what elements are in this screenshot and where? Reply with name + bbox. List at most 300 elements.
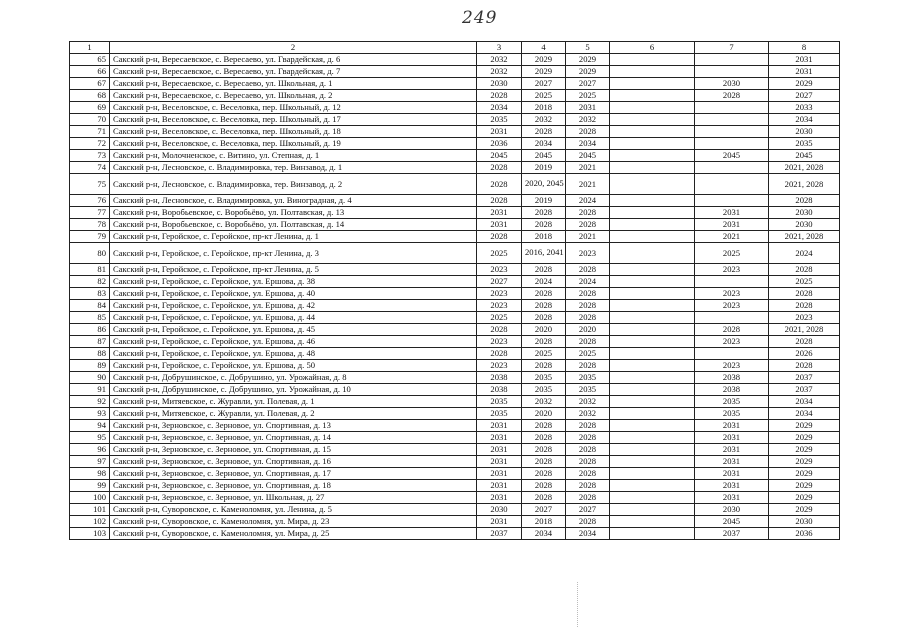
col-8-value: 2021, 2028 [769,231,840,243]
row-number: 76 [70,195,110,207]
col-3-value: 2023 [477,336,522,348]
row-number: 88 [70,348,110,360]
col-3-value: 2031 [477,468,522,480]
col-8-value: 2029 [769,78,840,90]
col-7-value: 2038 [695,384,769,396]
col-8-value: 2045 [769,150,840,162]
col-6-value [610,480,695,492]
col-4-value: 2028 [522,444,566,456]
col-4-value: 2027 [522,78,566,90]
col-5-value: 2045 [566,150,610,162]
col-8-value: 2028 [769,264,840,276]
col-3-value: 2028 [477,90,522,102]
col-5-value: 2025 [566,348,610,360]
col-6-value [610,195,695,207]
address: Сакский р-н, Геройское, с. Геройское, ул. Ершова, д. 46 [110,336,477,348]
table-row [70,348,840,360]
col-6-value [610,90,695,102]
col-4-value: 2025 [522,90,566,102]
col-7-value: 2030 [695,504,769,516]
col-3-value: 2032 [477,54,522,66]
col-6-value [610,150,695,162]
col-8-value: 2029 [769,444,840,456]
col-5-value: 2028 [566,219,610,231]
table-row [70,468,840,480]
col-7-value [695,66,769,78]
col-5-value: 2028 [566,420,610,432]
table-row [70,243,840,264]
col-7-value [695,102,769,114]
col-5-value: 2021 [566,231,610,243]
col-3-value: 2038 [477,372,522,384]
col-3-value: 2030 [477,504,522,516]
col-3-value: 2023 [477,264,522,276]
address: Сакский р-н, Суворовское, с. Каменоломня, ул. Мира, д. 23 [110,516,477,528]
table-row [70,174,840,195]
col-8-value: 2036 [769,528,840,540]
row-number: 82 [70,276,110,288]
col-4-value: 2028 [522,336,566,348]
table-row [70,78,840,90]
col-6-value [610,384,695,396]
col-4-value: 2032 [522,396,566,408]
col-3-value: 2031 [477,126,522,138]
col-3-value: 2035 [477,396,522,408]
col-6-value [610,348,695,360]
col-8-value: 2021, 2028 [769,324,840,336]
col-7-value: 2030 [695,78,769,90]
col-8-value: 2026 [769,348,840,360]
page-number: 249 [462,8,498,28]
column-header: 4 [522,42,566,54]
col-4-value: 2028 [522,126,566,138]
col-3-value: 2023 [477,300,522,312]
col-3-value: 2035 [477,114,522,126]
col-3-value: 2031 [477,516,522,528]
row-number: 79 [70,231,110,243]
col-4-value: 2034 [522,138,566,150]
address: Сакский р-н, Веселовское, с. Веселовка, пер. Школьный, д. 18 [110,126,477,138]
table-row [70,456,840,468]
row-number: 71 [70,126,110,138]
col-4-value: 2028 [522,468,566,480]
table-row [70,288,840,300]
col-6-value [610,468,695,480]
address: Сакский р-н, Воробьевское, с. Воробьёво, ул. Полтавская, д. 14 [110,219,477,231]
col-4-value: 2028 [522,480,566,492]
col-3-value: 2035 [477,408,522,420]
row-number: 96 [70,444,110,456]
col-8-value: 2030 [769,126,840,138]
col-3-value: 2031 [477,207,522,219]
col-8-value: 2029 [769,420,840,432]
column-header: 5 [566,42,610,54]
table-row [70,114,840,126]
col-8-value: 2023 [769,312,840,324]
row-number: 103 [70,528,110,540]
col-4-value: 2019 [522,195,566,207]
col-4-value: 2016, 2041 [522,243,566,264]
col-3-value: 2028 [477,195,522,207]
table-row [70,219,840,231]
address: Сакский р-н, Вересаевское, с. Вересаево, ул. Гвардейская, д. 6 [110,54,477,66]
row-number: 73 [70,150,110,162]
table-row [70,312,840,324]
col-6-value [610,492,695,504]
col-3-value: 2038 [477,384,522,396]
col-5-value: 2028 [566,336,610,348]
address: Сакский р-н, Геройское, с. Геройское, ул. Ершова, д. 42 [110,300,477,312]
col-3-value: 2025 [477,312,522,324]
row-number: 81 [70,264,110,276]
col-6-value [610,432,695,444]
row-number: 77 [70,207,110,219]
address: Сакский р-н, Веселовское, с. Веселовка, пер. Школьный, д. 19 [110,138,477,150]
col-3-value: 2031 [477,219,522,231]
col-7-value [695,126,769,138]
col-5-value: 2024 [566,195,610,207]
col-7-value: 2035 [695,396,769,408]
table-row [70,372,840,384]
col-8-value: 2025 [769,276,840,288]
row-number: 67 [70,78,110,90]
col-6-value [610,276,695,288]
col-4-value: 2035 [522,372,566,384]
col-6-value [610,300,695,312]
col-6-value [610,231,695,243]
col-4-value: 2028 [522,456,566,468]
row-number: 69 [70,102,110,114]
address: Сакский р-н, Геройское, с. Геройское, ул. Ершова, д. 38 [110,276,477,288]
col-4-value: 2018 [522,231,566,243]
col-6-value [610,219,695,231]
row-number: 72 [70,138,110,150]
col-7-value: 2035 [695,408,769,420]
column-header: 2 [110,42,477,54]
col-6-value [610,243,695,264]
col-8-value: 2034 [769,114,840,126]
col-3-value: 2028 [477,174,522,195]
col-3-value: 2028 [477,162,522,174]
col-8-value: 2021, 2028 [769,162,840,174]
col-4-value: 2028 [522,432,566,444]
row-number: 101 [70,504,110,516]
column-header: 7 [695,42,769,54]
col-6-value [610,504,695,516]
col-4-value: 2027 [522,504,566,516]
col-5-value: 2027 [566,504,610,516]
col-3-value: 2031 [477,480,522,492]
col-6-value [610,456,695,468]
col-7-value: 2021 [695,231,769,243]
row-number: 94 [70,420,110,432]
col-6-value [610,336,695,348]
address: Сакский р-н, Суворовское, с. Каменоломня, ул. Ленина, д. 5 [110,504,477,516]
col-7-value: 2028 [695,90,769,102]
row-number: 65 [70,54,110,66]
address: Сакский р-н, Зерновское, с. Зерновое, ул. Спортивная, д. 16 [110,456,477,468]
row-number: 98 [70,468,110,480]
column-header: 6 [610,42,695,54]
col-7-value [695,195,769,207]
table-row [70,324,840,336]
table-row [70,54,840,66]
col-4-value: 2028 [522,420,566,432]
col-3-value: 2023 [477,360,522,372]
col-8-value: 2037 [769,372,840,384]
col-4-value: 2028 [522,207,566,219]
col-5-value: 2029 [566,54,610,66]
address: Сакский р-н, Лесновское, с. Владимировка, ул. Виноградная, д. 4 [110,195,477,207]
col-7-value: 2031 [695,468,769,480]
table-row [70,207,840,219]
table-row [70,516,840,528]
col-6-value [610,528,695,540]
col-8-value: 2031 [769,66,840,78]
col-4-value: 2028 [522,264,566,276]
row-number: 80 [70,243,110,264]
col-3-value: 2031 [477,456,522,468]
col-6-value [610,66,695,78]
col-5-value: 2028 [566,492,610,504]
col-5-value: 2029 [566,66,610,78]
col-8-value: 2029 [769,492,840,504]
address: Сакский р-н, Вересаевское, с. Вересаево, ул. Школьная, д. 1 [110,78,477,90]
col-7-value: 2023 [695,336,769,348]
table-body [70,54,840,540]
col-5-value: 2028 [566,360,610,372]
col-8-value: 2029 [769,480,840,492]
col-4-value: 2028 [522,360,566,372]
col-4-value: 2032 [522,114,566,126]
col-5-value: 2028 [566,312,610,324]
col-6-value [610,207,695,219]
col-4-value: 2035 [522,384,566,396]
col-5-value: 2027 [566,78,610,90]
col-7-value [695,348,769,360]
col-6-value [610,420,695,432]
col-8-value: 2028 [769,288,840,300]
address: Сакский р-н, Геройское, с. Геройское, ул. Ершова, д. 48 [110,348,477,360]
table-row [70,360,840,372]
col-5-value: 2028 [566,432,610,444]
col-7-value: 2031 [695,480,769,492]
scan-artifact [577,582,579,627]
col-5-value: 2032 [566,114,610,126]
row-number: 75 [70,174,110,195]
col-8-value: 2030 [769,219,840,231]
col-3-value: 2037 [477,528,522,540]
col-3-value: 2027 [477,276,522,288]
col-6-value [610,126,695,138]
col-5-value: 2028 [566,300,610,312]
row-number: 90 [70,372,110,384]
col-3-value: 2028 [477,324,522,336]
col-4-value: 2034 [522,528,566,540]
address: Сакский р-н, Зерновское, с. Зерновое, ул. Спортивная, д. 18 [110,480,477,492]
address: Сакский р-н, Зерновское, с. Зерновое, ул. Спортивная, д. 15 [110,444,477,456]
table-row [70,162,840,174]
col-6-value [610,138,695,150]
col-8-value: 2029 [769,456,840,468]
col-8-value: 2029 [769,468,840,480]
col-7-value: 2023 [695,264,769,276]
col-5-value: 2021 [566,174,610,195]
col-3-value: 2031 [477,420,522,432]
col-6-value [610,102,695,114]
col-5-value: 2025 [566,90,610,102]
col-5-value: 2028 [566,444,610,456]
col-5-value: 2021 [566,162,610,174]
col-6-value [610,288,695,300]
col-4-value: 2028 [522,312,566,324]
col-6-value [610,162,695,174]
address: Сакский р-н, Геройское, с. Геройское, ул. Ершова, д. 50 [110,360,477,372]
col-5-value: 2024 [566,276,610,288]
col-7-value: 2045 [695,516,769,528]
col-7-value: 2031 [695,219,769,231]
address: Сакский р-н, Вересаевское, с. Вересаево, ул. Гвардейская, д. 7 [110,66,477,78]
address: Сакский р-н, Геройское, с. Геройское, пр-кт Ленина, д. 3 [110,243,477,264]
col-7-value: 2023 [695,300,769,312]
col-7-value: 2037 [695,528,769,540]
col-5-value: 2034 [566,528,610,540]
col-6-value [610,408,695,420]
row-number: 84 [70,300,110,312]
col-8-value: 2037 [769,384,840,396]
col-7-value: 2031 [695,420,769,432]
col-5-value: 2034 [566,138,610,150]
header-row [70,42,840,54]
col-8-value: 2028 [769,360,840,372]
address: Сакский р-н, Геройское, с. Геройское, пр-кт Ленина, д. 1 [110,231,477,243]
col-8-value: 2028 [769,195,840,207]
col-4-value: 2020, 2045 [522,174,566,195]
col-3-value: 2031 [477,432,522,444]
col-8-value: 2034 [769,408,840,420]
table-row [70,480,840,492]
row-number: 92 [70,396,110,408]
address: Сакский р-н, Зерновское, с. Зерновое, ул. Школьная, д. 27 [110,492,477,504]
col-7-value: 2031 [695,444,769,456]
col-8-value: 2035 [769,138,840,150]
row-number: 100 [70,492,110,504]
address: Сакский р-н, Митяевское, с. Журавли, ул. Полевая, д. 1 [110,396,477,408]
column-header: 3 [477,42,522,54]
col-5-value: 2028 [566,456,610,468]
col-6-value [610,312,695,324]
col-4-value: 2029 [522,66,566,78]
col-8-value: 2029 [769,504,840,516]
row-number: 83 [70,288,110,300]
col-5-value: 2035 [566,384,610,396]
table-row [70,264,840,276]
col-3-value: 2023 [477,288,522,300]
row-number: 68 [70,90,110,102]
table-row [70,432,840,444]
address: Сакский р-н, Зерновское, с. Зерновое, ул. Спортивная, д. 17 [110,468,477,480]
table-row [70,504,840,516]
row-number: 78 [70,219,110,231]
col-6-value [610,360,695,372]
col-4-value: 2018 [522,516,566,528]
col-4-value: 2025 [522,348,566,360]
col-6-value [610,54,695,66]
col-7-value [695,138,769,150]
table-row [70,444,840,456]
col-8-value: 2028 [769,300,840,312]
col-5-value: 2032 [566,396,610,408]
column-header: 1 [70,42,110,54]
col-6-value [610,114,695,126]
table-row [70,138,840,150]
row-number: 99 [70,480,110,492]
col-6-value [610,516,695,528]
table-row [70,150,840,162]
col-7-value: 2028 [695,324,769,336]
table-row [70,408,840,420]
address: Сакский р-н, Лесновское, с. Владимировка, тер. Винзавод, д. 1 [110,162,477,174]
col-7-value: 2031 [695,207,769,219]
col-6-value [610,324,695,336]
table-row [70,528,840,540]
address: Сакский р-н, Добрушинское, с. Добрушино, ул. Урожайная, д. 10 [110,384,477,396]
table-row [70,492,840,504]
address: Сакский р-н, Зерновское, с. Зерновое, ул. Спортивная, д. 13 [110,420,477,432]
col-3-value: 2031 [477,444,522,456]
table-row [70,195,840,207]
col-6-value [610,444,695,456]
col-7-value [695,162,769,174]
col-3-value: 2032 [477,66,522,78]
col-3-value: 2036 [477,138,522,150]
address: Сакский р-н, Зерновское, с. Зерновое, ул. Спортивная, д. 14 [110,432,477,444]
col-5-value: 2028 [566,480,610,492]
col-8-value: 2030 [769,516,840,528]
col-8-value: 2033 [769,102,840,114]
row-number: 86 [70,324,110,336]
col-5-value: 2028 [566,288,610,300]
column-header: 8 [769,42,840,54]
col-7-value: 2031 [695,432,769,444]
col-5-value: 2028 [566,468,610,480]
col-3-value: 2034 [477,102,522,114]
col-7-value [695,114,769,126]
address: Сакский р-н, Геройское, с. Геройское, ул. Ершова, д. 45 [110,324,477,336]
table-row [70,396,840,408]
col-4-value: 2018 [522,102,566,114]
col-4-value: 2028 [522,219,566,231]
col-3-value: 2028 [477,231,522,243]
col-4-value: 2019 [522,162,566,174]
address: Сакский р-н, Веселовское, с. Веселовка, пер. Школьный, д. 12 [110,102,477,114]
address: Сакский р-н, Воробьевское, с. Воробьёво, ул. Полтавская, д. 13 [110,207,477,219]
col-4-value: 2029 [522,54,566,66]
col-4-value: 2028 [522,492,566,504]
col-5-value: 2023 [566,243,610,264]
table-row [70,336,840,348]
col-3-value: 2030 [477,78,522,90]
col-7-value: 2045 [695,150,769,162]
col-7-value: 2025 [695,243,769,264]
col-8-value: 2030 [769,207,840,219]
row-number: 85 [70,312,110,324]
col-8-value: 2029 [769,432,840,444]
col-4-value: 2020 [522,324,566,336]
col-4-value: 2024 [522,276,566,288]
col-6-value [610,372,695,384]
col-6-value [610,174,695,195]
